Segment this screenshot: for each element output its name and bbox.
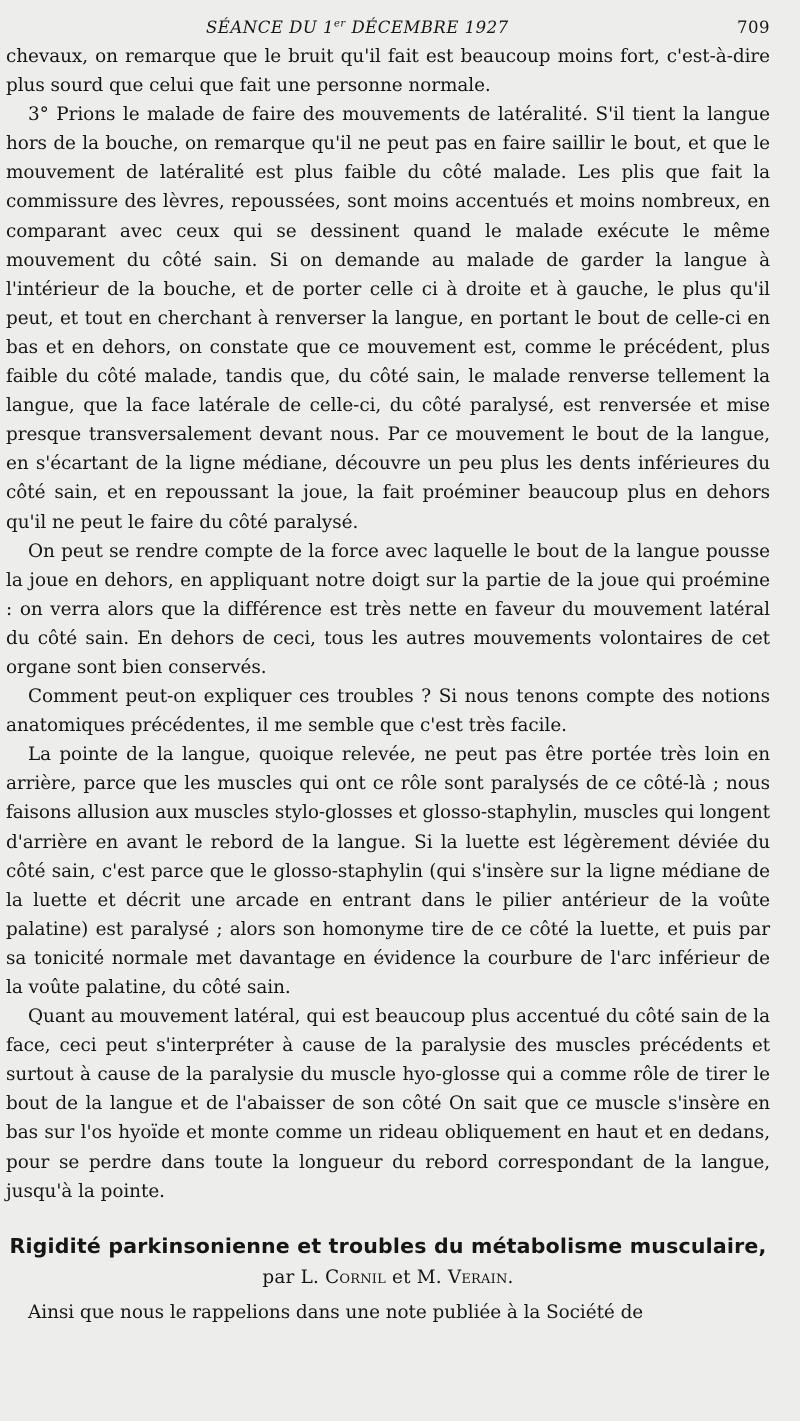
- article-byline: par L. Cornil et M. Verain.: [262, 1266, 514, 1288]
- paragraph-force: On peut se rendre compte de la force avec laquelle le bout de la langue pousse la joue en dehors, en appliquant notre doigt sur la partie de la joue qui proémine : on verra alors que la différence est très nette en faveur du mouvement latéral du côté sain. En dehors de ceci, tous les autres mouvements volontaires de cet organe sont bien conservés.: [6, 540, 770, 678]
- article-heading: [6, 1232, 770, 1292]
- body-text: [6, 42, 770, 1206]
- article-first-line: Ainsi que nous le rappelions dans une note publiée à la Société de: [28, 1301, 644, 1323]
- paragraph-lateral-movement: Quant au mouvement latéral, qui est beaucoup plus accentué du côté sain de la face, ceci peut s'interpréter à cause de la paralysie des muscles précédents et surtout à cause de la paralysie du muscle hyo-glosse qui a comme rôle de tirer le bout de la langue et de l'abaisser de son côté On sait que ce muscle s'insère en bas sur l'os hyoïde et monte comme un rideau obliquement en haut et en dedans, pour se perdre dans toute la longueur du rebord correspondant de la langue, jusqu'à la pointe.: [6, 1006, 770, 1202]
- running-head-title: SÉANCE DU 1er DÉCEMBRE 1927: [206, 18, 509, 37]
- paragraph-explanation: Comment peut-on expliquer ces troubles ? Si nous tenons compte des notions anatomiques précédentes, il me semble que c'est très facile.: [6, 686, 770, 737]
- paragraph-continued: chevaux, on remarque que le bruit qu'il fait est beaucoup moins fort, c'est-à-dire plus sourd que celui que fait une personne normale.: [6, 46, 770, 97]
- running-head: [6, 14, 770, 42]
- article-title: Rigidité parkinsonienne et troubles du métabolisme musculaire,: [9, 1233, 767, 1258]
- author-cornil: Cornil: [325, 1266, 386, 1288]
- paragraph-laterality: 3° Prions le malade de faire des mouvements de latéralité. S'il tient la langue hors de la bouche, on remarque qu'il ne peut pas en faire saillir le bout, et que le mouvement de latéralité est plus faible du côté malade. Les plis que fait la commissure des lèvres, repoussées, sont moins accentués et moins nombreux, en comparant avec ceux qui se dessinent quand le malade exécute le même mouvement du côté sain. Si on demande au malade de garder la langue à l'intérieur de la bouche, et de porter celle ci à droite et à gauche, le plus qu'il peut, et tout en cherchant à renverser la langue, en portant le bout de celle-ci en bas et en dehors, on constate que ce mouvement est, comme le précédent, plus faible du côté malade, tandis que, du côté sain, le malade renverse tellement la langue, que la face latérale de celle-ci, du côté paralysé, est renversée et mise presque transversalement devant nous. Par ce mouvement le bout de la langue, en s'écartant de la ligne médiane, découvre un peu plus les dents inférieures du côté sain, et en repoussant la joue, la fait proéminer beaucoup plus en dehors qu'il ne peut le faire du côté paralysé.: [6, 104, 770, 533]
- paragraph-tongue-tip: La pointe de la langue, quoique relevée, ne peut pas être portée très loin en arrière, parce que les muscles qui ont ce rôle sont paralysés de ce côté-là ; nous faisons allusion aux muscles stylo-glosses et glosso-staphylin, muscles qui longent d'arrière en avant le rebord de la langue. Si la luette est légèrement déviée du côté sain, c'est parce que le glosso-staphylin (qui s'insère sur la ligne médiane de la luette et décrit une arcade en entrant dans le pilier antérieur de la voûte palatine) est paralysé ; alors son homonyme tire de ce côté la luette, et puis par sa tonicité normale met davantage en évidence la courbure de l'arc inférieur de la voûte palatine, du côté sain.: [6, 744, 770, 998]
- page-number: 709: [737, 18, 770, 37]
- article-body: [6, 1298, 770, 1327]
- author-verain: Verain: [447, 1266, 508, 1288]
